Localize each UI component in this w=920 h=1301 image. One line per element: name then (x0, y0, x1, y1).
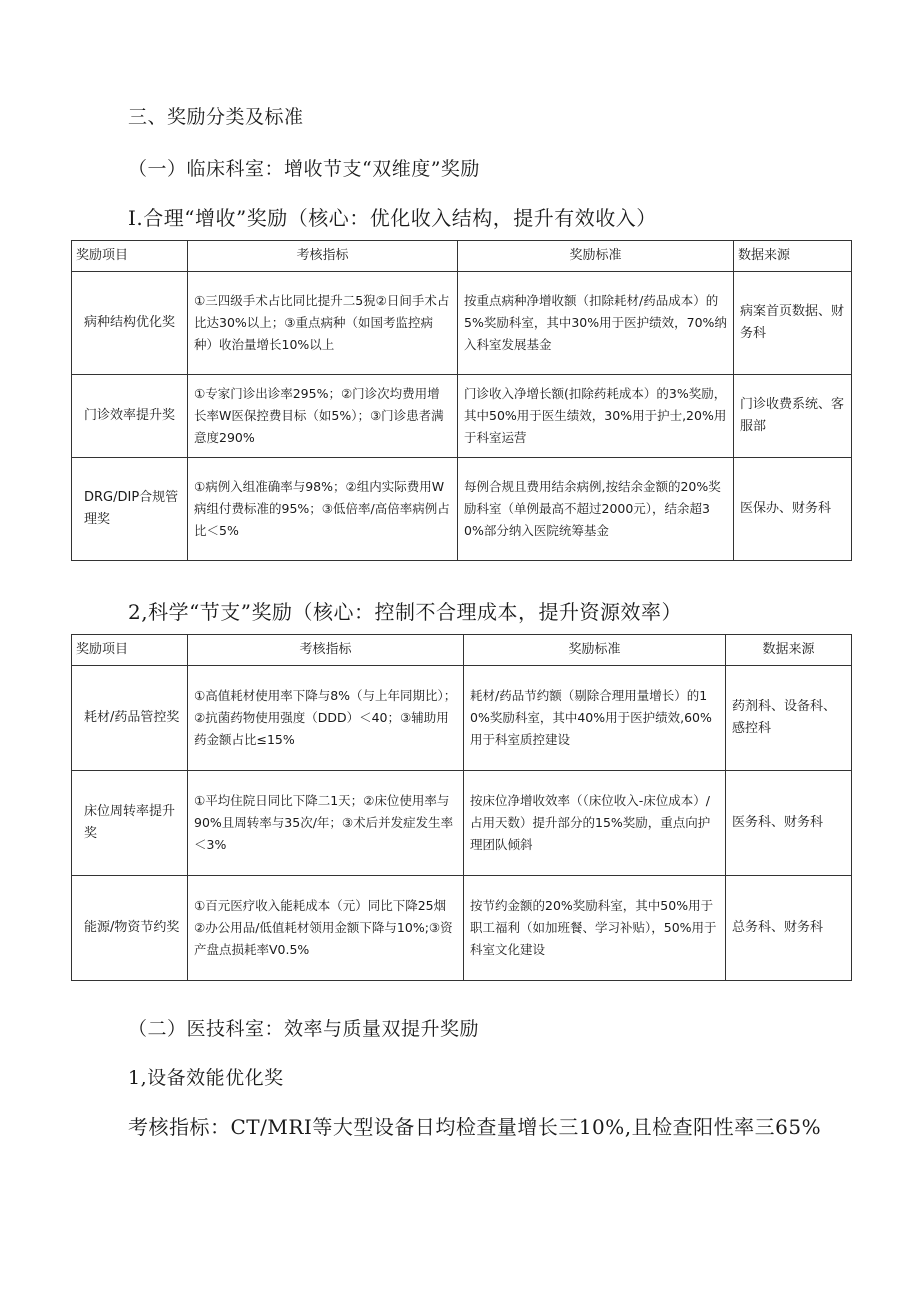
cell-item: 能源/物资节约奖 (72, 876, 188, 981)
cell-item: 病种结构优化奖 (72, 272, 188, 375)
cell-standard: 按床位净增收效率（（床位收入-床位成本）/占用天数）提升部分的15%奖励，重点向护理团队倾斜 (464, 771, 726, 876)
header-indicator: 考核指标 (188, 241, 458, 272)
cell-source: 病案首页数据、财务科 (734, 272, 852, 375)
table-row (72, 458, 852, 561)
cell-indicator: ①高值耗材使用率下降与8%（与上年同期比）；②抗菌药物使用强度（DDD）＜40；③辅助用药金额占比≤15% (188, 666, 464, 771)
cell-standard: 每例合规且费用结余病例,按结余金额的20%奖励科室（单例最高不超过2000元），结余超30%部分纳入医院统筹基金 (458, 458, 734, 561)
table-row (72, 771, 852, 876)
cell-item: 床位周转率提升奖 (72, 771, 188, 876)
cell-item: 门诊效率提升奖 (72, 375, 188, 458)
cell-indicator: ①专家门诊出诊率295%；②门诊次均费用增长率W医保控费目标（如5%）；③门诊患者满意度290% (188, 375, 458, 458)
header-item: 奖励项目 (72, 635, 188, 666)
heading-equipment-reward: 1,设备效能优化奖 (128, 1067, 284, 1089)
cell-source: 药剂科、设备科、感控科 (726, 666, 852, 771)
cell-standard: 按节约金额的20%奖励科室，其中50%用于职工福利（如加班餐、学习补贴），50%用于科室文化建设 (464, 876, 726, 981)
header-item: 奖励项目 (72, 241, 188, 272)
equipment-indicator-text: 考核指标：CT/MRI等大型设备日均检查量增长三10%,且检查阳性率三65% (128, 1115, 822, 1139)
table-row (72, 666, 852, 771)
header-standard: 奖励标准 (464, 635, 726, 666)
cell-item: DRG/DIP合规管理奖 (72, 458, 188, 561)
cell-source: 门诊收费系统、客服部 (734, 375, 852, 458)
header-standard: 奖励标准 (458, 241, 734, 272)
header-source: 数据来源 (734, 241, 852, 272)
cell-indicator: ①百元医疗收入能耗成本（元）同比下降25烟②办公用品/低值耗材领用金额下降与10%;③资产盘点损耗率V0.5% (188, 876, 464, 981)
cell-indicator: ①病例入组准确率与98%；②组内实际费用W病组付费标准的95%；③低倍率/高倍率病例占比＜5% (188, 458, 458, 561)
table-row (72, 272, 852, 375)
section-heading-3: 三、奖励分类及标准 (128, 106, 304, 128)
table-row (72, 876, 852, 981)
heading-clinical-departments: （一）临床科室：增收节支“双维度”奖励 (128, 158, 480, 180)
header-indicator: 考核指标 (188, 635, 464, 666)
income-reward-table (71, 240, 852, 561)
table-row (72, 375, 852, 458)
heading-medtech-departments: （二）医技科室：效率与质量双提升奖励 (128, 1018, 480, 1040)
table-header-row (72, 241, 852, 272)
heading-income-reward: I.合理“增收”奖励（核心：优化收入结构，提升有效收入） (128, 206, 657, 230)
header-source: 数据来源 (726, 635, 852, 666)
cell-standard: 门诊收入净增长额(扣除药耗成本）的3%奖励，其中50%用于医生绩效，30%用于护士,20%用于科室运营 (458, 375, 734, 458)
cell-standard: 耗材/药品节约额（剔除合理用量增长）的10%奖励科室，其中40%用于医护绩效,60%用于科室质控建设 (464, 666, 726, 771)
cell-source: 总务科、财务科 (726, 876, 852, 981)
cell-source: 医保办、财务科 (734, 458, 852, 561)
table-header-row (72, 635, 852, 666)
cell-indicator: ①平均住院日同比下降二1天；②床位使用率与90%且周转率与35次/年；③术后并发症发生率＜3% (188, 771, 464, 876)
cell-indicator: ①三四级手术占比同比提升二5猊②日间手术占比达30%以上；③重点病种（如国考监控病种）收治量增长10%以上 (188, 272, 458, 375)
cell-source: 医务科、财务科 (726, 771, 852, 876)
cell-standard: 按重点病种净增收额（扣除耗材/药品成本）的5%奖励科室，其中30%用于医护绩效，70%纳入科室发展基金 (458, 272, 734, 375)
cell-item: 耗材/药品管控奖 (72, 666, 188, 771)
heading-saving-reward: 2,科学“节支”奖励（核心：控制不合理成本，提升资源效率） (128, 600, 683, 624)
saving-reward-table (71, 634, 852, 981)
